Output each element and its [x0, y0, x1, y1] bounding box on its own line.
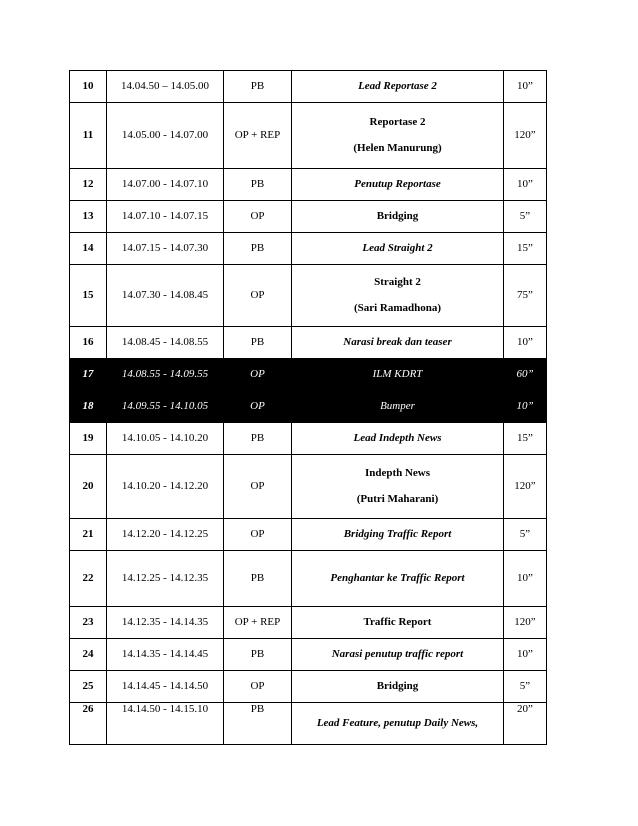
segment-type: OP + REP — [224, 103, 292, 169]
content-reporter: (Sari Ramadhona) — [353, 302, 442, 314]
time-range: 14.08.45 - 14.08.55 — [107, 327, 224, 359]
segment-duration: 120” — [504, 455, 547, 519]
row-number: 23 — [70, 607, 107, 639]
time-range: 14.04.50 – 14.05.00 — [107, 71, 224, 103]
segment-content — [292, 265, 504, 327]
content-title: Reportase 2 — [369, 116, 426, 128]
content-title: Straight 2 — [374, 276, 421, 288]
row-number: 22 — [70, 551, 107, 607]
time-range: 14.07.10 - 14.07.15 — [107, 201, 224, 233]
segment-duration: 10” — [504, 639, 547, 671]
row-number: 18 — [70, 391, 107, 423]
segment-type: OP — [224, 265, 292, 327]
time-range: 14.10.05 - 14.10.20 — [107, 423, 224, 455]
table-row — [70, 265, 547, 327]
rundown-table — [69, 70, 547, 745]
content-reporter: (Putri Maharani) — [356, 493, 439, 505]
segment-duration: 10” — [504, 391, 547, 423]
table-row — [70, 103, 547, 169]
segment-type: OP — [224, 359, 292, 391]
time-range: 14.14.50 - 14.15.10 — [107, 703, 224, 745]
time-range: 14.05.00 - 14.07.00 — [107, 103, 224, 169]
row-number: 14 — [70, 233, 107, 265]
time-range: 14.07.00 - 14.07.10 — [107, 169, 224, 201]
table-row — [70, 423, 547, 455]
segment-type: OP + REP — [224, 607, 292, 639]
segment-duration: 20” — [504, 703, 547, 745]
table-row — [70, 519, 547, 551]
table-row — [70, 639, 547, 671]
segment-duration: 10” — [504, 71, 547, 103]
segment-content — [292, 103, 504, 169]
time-range: 14.08.55 - 14.09.55 — [107, 359, 224, 391]
row-number: 15 — [70, 265, 107, 327]
segment-content — [292, 455, 504, 519]
time-range: 14.14.35 - 14.14.45 — [107, 639, 224, 671]
row-number: 20 — [70, 455, 107, 519]
table-row — [70, 169, 547, 201]
time-range: 14.09.55 - 14.10.05 — [107, 391, 224, 423]
table-row — [70, 671, 547, 703]
time-range: 14.12.25 - 14.12.35 — [107, 551, 224, 607]
segment-type: PB — [224, 169, 292, 201]
table-row — [70, 391, 547, 423]
segment-type: PB — [224, 423, 292, 455]
segment-duration: 10” — [504, 551, 547, 607]
segment-type: OP — [224, 455, 292, 519]
time-range: 14.12.20 - 14.12.25 — [107, 519, 224, 551]
segment-duration: 15” — [504, 423, 547, 455]
segment-content: ILM KDRT — [292, 359, 504, 391]
table-row — [70, 201, 547, 233]
segment-content: Penghantar ke Traffic Report — [292, 551, 504, 607]
segment-type: OP — [224, 391, 292, 423]
segment-duration: 60” — [504, 359, 547, 391]
time-range: 14.10.20 - 14.12.20 — [107, 455, 224, 519]
time-range: 14.07.15 - 14.07.30 — [107, 233, 224, 265]
content-reporter: (Helen Manurung) — [353, 142, 442, 154]
segment-duration: 5” — [504, 671, 547, 703]
segment-content: Lead Indepth News — [292, 423, 504, 455]
table-row — [70, 359, 547, 391]
segment-type: PB — [224, 703, 292, 745]
table-row — [70, 455, 547, 519]
row-number: 19 — [70, 423, 107, 455]
segment-content: Narasi penutup traffic report — [292, 639, 504, 671]
segment-duration: 120” — [504, 103, 547, 169]
table-row — [70, 703, 547, 745]
segment-duration: 10” — [504, 169, 547, 201]
row-number: 11 — [70, 103, 107, 169]
segment-type: OP — [224, 201, 292, 233]
time-range: 14.14.45 - 14.14.50 — [107, 671, 224, 703]
row-number: 24 — [70, 639, 107, 671]
row-number: 12 — [70, 169, 107, 201]
table-row — [70, 233, 547, 265]
segment-type: PB — [224, 327, 292, 359]
table-row — [70, 551, 547, 607]
time-range: 14.07.30 - 14.08.45 — [107, 265, 224, 327]
segment-type: OP — [224, 519, 292, 551]
segment-type: PB — [224, 233, 292, 265]
segment-type: PB — [224, 71, 292, 103]
segment-content: Bumper — [292, 391, 504, 423]
segment-type: PB — [224, 639, 292, 671]
row-number: 16 — [70, 327, 107, 359]
row-number: 13 — [70, 201, 107, 233]
row-number: 21 — [70, 519, 107, 551]
segment-content: Bridging — [292, 201, 504, 233]
segment-content: Bridging Traffic Report — [292, 519, 504, 551]
segment-type: PB — [224, 551, 292, 607]
content-title: Indepth News — [364, 467, 431, 479]
segment-duration: 5” — [504, 201, 547, 233]
row-number: 10 — [70, 71, 107, 103]
segment-content: Penutup Reportase — [292, 169, 504, 201]
row-number: 26 — [70, 703, 107, 745]
segment-content: Traffic Report — [292, 607, 504, 639]
segment-content: Lead Feature, penutup Daily News, — [292, 703, 504, 745]
segment-content: Narasi break dan teaser — [292, 327, 504, 359]
segment-content: Bridging — [292, 671, 504, 703]
row-number: 25 — [70, 671, 107, 703]
segment-type: OP — [224, 671, 292, 703]
segment-content: Lead Reportase 2 — [292, 71, 504, 103]
segment-duration: 10” — [504, 327, 547, 359]
table-row — [70, 71, 547, 103]
table-row — [70, 607, 547, 639]
row-number: 17 — [70, 359, 107, 391]
segment-content: Lead Straight 2 — [292, 233, 504, 265]
segment-duration: 5” — [504, 519, 547, 551]
table-row — [70, 327, 547, 359]
segment-duration: 75” — [504, 265, 547, 327]
time-range: 14.12.35 - 14.14.35 — [107, 607, 224, 639]
segment-duration: 15” — [504, 233, 547, 265]
segment-duration: 120” — [504, 607, 547, 639]
